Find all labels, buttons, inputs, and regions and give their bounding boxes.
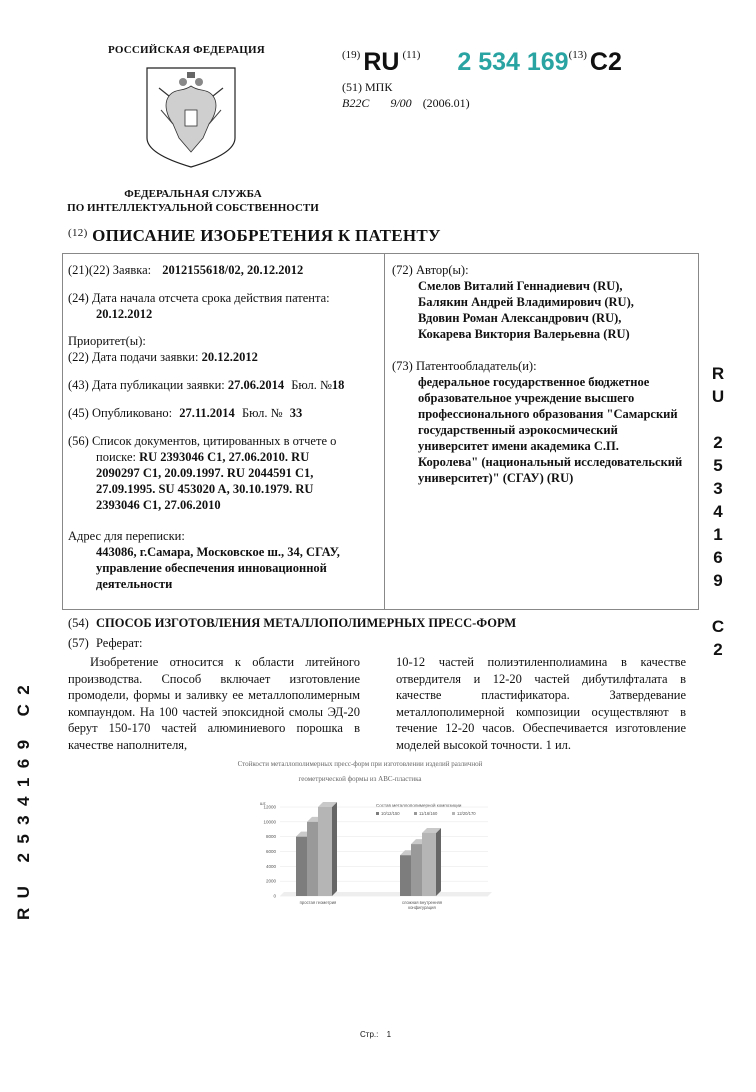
ipc-class: B22C (342, 96, 370, 110)
mpk-label: МПК (365, 80, 393, 94)
cited-documents-field (68, 433, 380, 513)
bar-side (436, 828, 441, 896)
page-label: Стр.: (360, 1030, 379, 1039)
published-bulletin-label: Бюл. № (241, 406, 283, 420)
correspondence-address-field (68, 528, 380, 592)
side-char: R (711, 364, 725, 383)
term-label: Дата начала отсчета срока действия патента: (91, 291, 330, 305)
abstract-column-2: 10-12 частей полиэтиленполиамина в качестве отвердителя и 12-20 частей дибутилфталата в качестве пластификатора. Затвердевание металлополимерной композиции осуществляют в течение 12-20 часов. Обеспечивается изготовление моделей высокой точности. 1 ил. (396, 655, 686, 752)
priority-label: Приоритет(ы): (68, 334, 146, 348)
side-char: 2 (713, 640, 723, 659)
inid-code-43: (43) (68, 378, 89, 392)
side-publication-number-left: RU 2534169 C2 (14, 675, 33, 920)
side-char: U (711, 387, 725, 406)
filing-value: 20.12.2012 (201, 350, 258, 364)
filing-label: Дата подачи заявки: (91, 350, 199, 364)
invention-title-text: СПОСОБ ИЗГОТОВЛЕНИЯ МЕТАЛЛОПОЛИМЕРНЫХ ПРЕСС-ФОРМ (95, 616, 517, 630)
chart-y-ticks (263, 805, 276, 899)
kind-code: C2 (589, 48, 622, 76)
side-char: 9 (713, 571, 723, 590)
cited-line-2: 2090297 C1, 20.09.1997. RU 2044591 C1, (96, 466, 314, 480)
pubapp-bulletin-number: 18 (331, 378, 345, 392)
legend-label: 10/12/150 (381, 811, 400, 816)
legend-label: 12/20/170 (457, 811, 476, 816)
chart-category-labels (300, 900, 442, 910)
published-label: Опубликовано: (91, 406, 173, 420)
inid-code-11: (11) (402, 49, 421, 61)
inid-code-73: (73) (392, 359, 413, 373)
legend-swatch (452, 812, 455, 815)
published-field (68, 405, 302, 421)
address-label: Адрес для переписки: (68, 529, 185, 543)
address-line-3: деятельности (96, 577, 173, 591)
holder-line: федеральное государственное бюджетное (418, 375, 650, 389)
y-axis-label: шт. (260, 801, 267, 806)
holder-line: профессионального образования "Самарский (418, 407, 678, 421)
ipc-label (342, 80, 392, 95)
inid-code-12: (12) (68, 227, 88, 239)
side-char (708, 408, 728, 431)
inid-code-51: (51) (342, 80, 362, 94)
side-char: 3 (713, 479, 723, 498)
chart-bars (296, 802, 441, 896)
abstract-label: Реферат: (95, 636, 143, 650)
author-name: Балякин Андрей Владимирович (RU), (418, 295, 634, 309)
ipc-classification (342, 96, 470, 111)
side-char: 4 (713, 502, 723, 521)
ipc-version: (2006.01) (422, 96, 470, 110)
cited-line-3: 27.09.1995. SU 453020 A, 30.10.1979. RU (96, 482, 314, 496)
inid-code-56: (56) (68, 434, 89, 448)
application-label: Заявка: (112, 263, 152, 277)
abstract-heading (68, 636, 143, 651)
figure-caption-line-1: Стойкости металлополимерных пресс-форм при изготовлении изделий различной (237, 760, 483, 768)
y-tick-label: 4000 (265, 863, 276, 869)
page-number-value: 1 (386, 1030, 392, 1039)
frame-bottom-border (62, 609, 699, 610)
y-tick-label: 6000 (265, 849, 276, 854)
legend-swatch (376, 812, 379, 815)
category-label: простая геометрия (299, 900, 337, 905)
author-name: Кокарева Виктория Валерьевна (RU) (418, 327, 630, 341)
holder-line: Королева" (национальный исследовательский (418, 455, 683, 469)
side-char: 6 (713, 548, 723, 567)
figure-caption (200, 757, 520, 787)
y-tick-label: 0 (273, 893, 276, 899)
term-value: 20.12.2012 (96, 307, 153, 321)
inid-code-21-22: (21)(22) (68, 263, 110, 277)
address-line-1: 443086, г.Самара, Московское ш., 34, СГАУ, (96, 545, 340, 559)
country-code: RU (363, 48, 400, 76)
frame-top-border (62, 253, 699, 254)
patent-office-name (52, 187, 334, 215)
category-label: сложная внутренняя (401, 900, 443, 905)
application-value: 2012155618/02, 20.12.2012 (162, 263, 304, 277)
frame-column-divider (384, 253, 385, 610)
frame-left-border (62, 253, 63, 610)
holder-line: университет)" (СГАУ) (RU) (418, 471, 574, 485)
inid-code-19: (19) (342, 49, 361, 61)
inid-code-54: (54) (68, 616, 89, 630)
author-name: Вдовин Роман Александрович (RU), (418, 311, 622, 325)
side-char: C (711, 617, 725, 636)
holder-line: образовательное учреждение высшего (418, 391, 635, 405)
legend-swatch (414, 812, 417, 815)
document-title (68, 226, 441, 246)
author-name: Смелов Виталий Геннадиевич (RU), (418, 279, 623, 293)
term-field (68, 290, 380, 322)
inid-code-57: (57) (68, 636, 89, 650)
side-publication-number-right (708, 362, 728, 661)
patent-number: 2 534 169 (457, 48, 569, 76)
publication-application-field (68, 377, 344, 393)
inid-code-24: (24) (68, 291, 89, 305)
side-char (708, 592, 728, 615)
legend-title: Состав металлополимерной композиции (376, 803, 462, 808)
y-tick-label: 10000 (263, 819, 276, 825)
ipc-group: 9/00 (390, 96, 412, 110)
publication-number (342, 48, 622, 77)
pubapp-bulletin-label: Бюл. № (291, 378, 332, 392)
chart-legend (376, 811, 476, 816)
side-char: 5 (713, 456, 723, 475)
pubapp-value: 27.06.2014 (227, 378, 285, 392)
invention-title (68, 616, 516, 631)
patent-office-line-2: ПО ИНТЕЛЛЕКТУАЛЬНОЙ СОБСТВЕННОСТИ (67, 202, 319, 214)
holder-line: университет имени академика С.П. (418, 439, 619, 453)
published-bulletin-number: 33 (289, 406, 303, 420)
side-char: 1 (713, 525, 723, 544)
document-title-text: ОПИСАНИЕ ИЗОБРЕТЕНИЯ К ПАТЕНТУ (92, 226, 441, 245)
side-char: 2 (713, 433, 723, 452)
patent-office-line-1: ФЕДЕРАЛЬНАЯ СЛУЖБА (124, 188, 262, 200)
durability-bar-chart (252, 795, 498, 915)
holder-line: государственный аэрокосмический (418, 423, 618, 437)
cited-label-line-1: Список документов, цитированных в отчете о (91, 434, 337, 448)
pubapp-label: Дата публикации заявки: (91, 378, 225, 392)
cited-label-line-2: поиске: (96, 450, 136, 464)
figure-caption-line-2: геометрической формы из АВС-пластика (298, 775, 422, 783)
application-field (68, 262, 303, 278)
inid-code-45: (45) (68, 406, 89, 420)
priority-field (68, 333, 380, 365)
authors-field (392, 262, 692, 342)
address-line-2: управление обеспечения инновационной (96, 561, 327, 575)
inid-code-13: (13) (568, 49, 587, 61)
bar (318, 807, 332, 896)
cited-line-4: 2393046 C1, 27.06.2010 (96, 498, 221, 512)
bar-side (332, 802, 337, 896)
y-tick-label: 8000 (265, 834, 276, 840)
holder-label: Патентообладатель(и): (415, 359, 537, 373)
frame-right-border (698, 253, 699, 610)
y-tick-label: 12000 (263, 804, 276, 810)
bar (422, 833, 436, 896)
cited-line-1: RU 2393046 C1, 27.06.2010. RU (139, 450, 310, 464)
patent-holder-field (392, 358, 696, 486)
page-number (360, 1030, 391, 1039)
authors-label: Автор(ы): (415, 263, 469, 277)
coat-of-arms-emblem (145, 66, 237, 169)
inid-code-22: (22) (68, 350, 89, 364)
y-tick-label: 2000 (265, 878, 276, 884)
inid-code-72: (72) (392, 263, 413, 277)
abstract-column-1: Изобретение относится к области литейного производства. Способ включает изготовление промодели, формы и заливку ее металлополимерным компаундом. На 100 частей эпоксидной смолы ЭД-20 берут 150-170 частей алюминиевого порошка в качестве наполнителя, (68, 655, 360, 752)
category-label: конфигурация (408, 905, 436, 910)
legend-label: 11/16/160 (419, 811, 438, 816)
country-name: РОССИЙСКАЯ ФЕДЕРАЦИЯ (108, 44, 265, 56)
published-value: 27.11.2014 (179, 406, 235, 420)
